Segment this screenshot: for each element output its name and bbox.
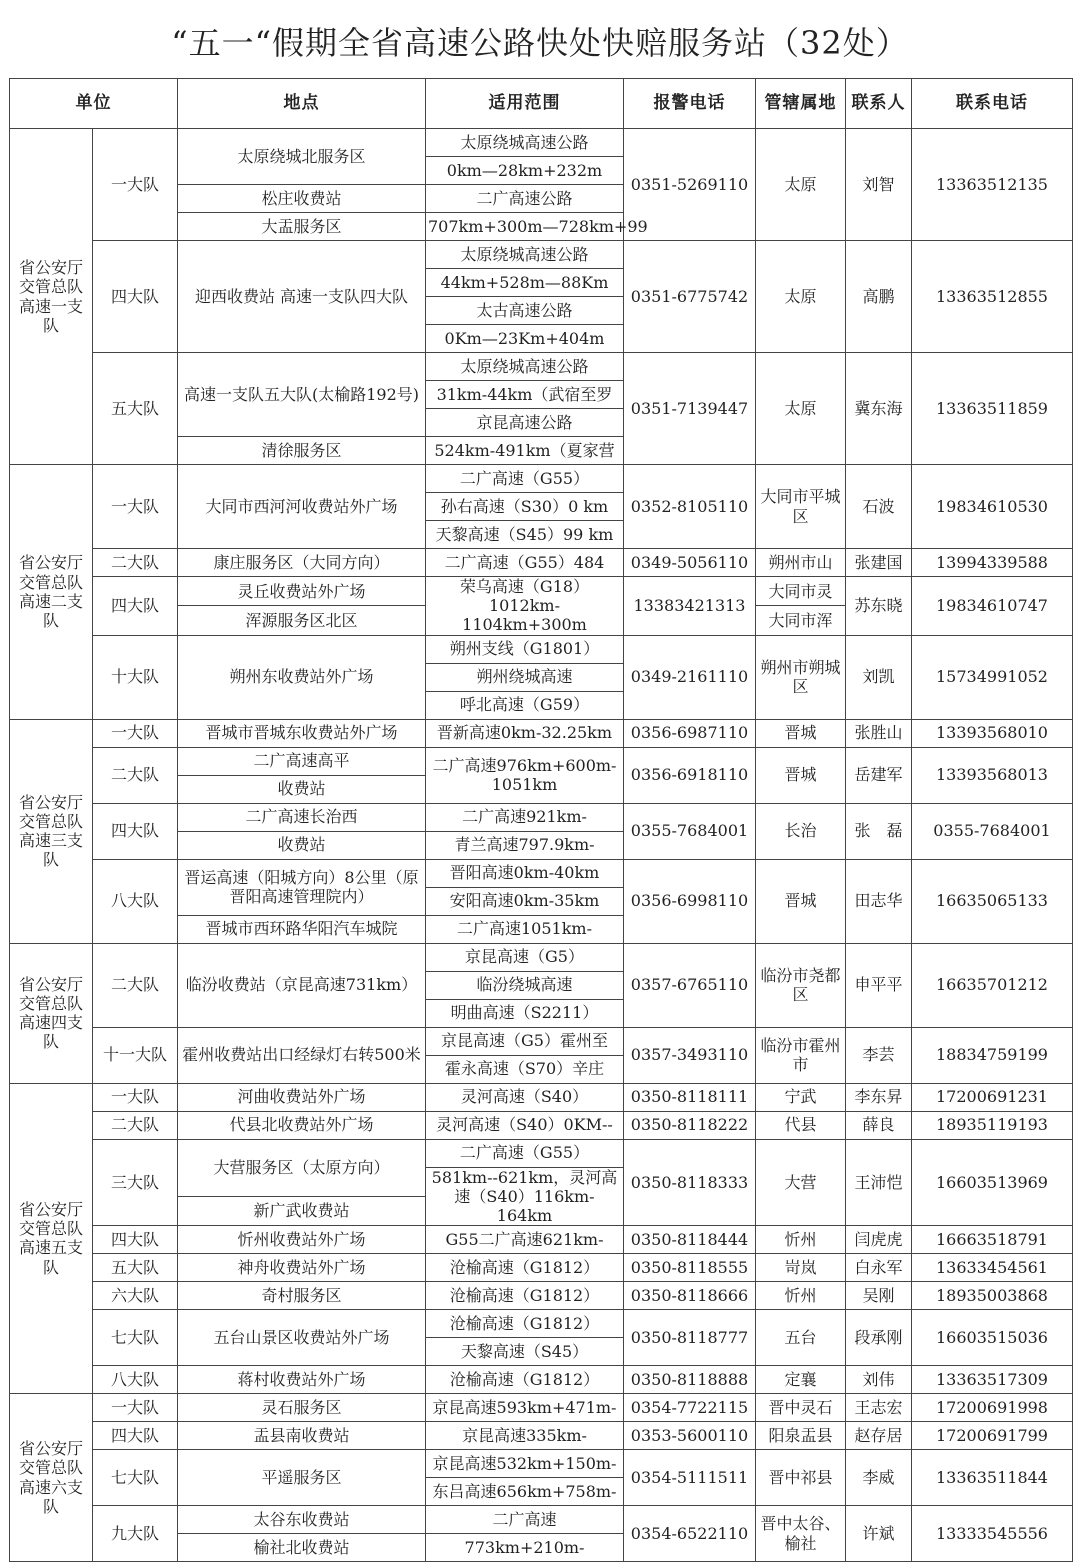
contact-phone-cell: 13363517309 [912,1366,1073,1394]
area-cell: 朔州市朔城区 [756,635,846,719]
contact-cell: 许斌 [846,1506,912,1562]
location-cell: 浑源服务区北区 [178,606,426,635]
area-cell: 阳泉盂县 [756,1422,846,1450]
range-cell: 二广高速（G55） [426,1139,624,1167]
contact-cell: 冀东海 [846,353,912,465]
alarm-phone-cell: 0350-8118888 [624,1366,756,1394]
contact-cell: 闫虎虎 [846,1226,912,1254]
header-alarm-phone: 报警电话 [624,79,756,129]
contact-phone-cell: 13363511859 [912,353,1073,465]
range-cell: 孙右高速（S30）0 km [426,493,624,521]
contact-cell: 吴刚 [846,1282,912,1310]
contact-cell: 薛良 [846,1111,912,1139]
dadui-cell: 二大队 [93,943,178,1027]
dadui-cell: 五大队 [93,353,178,465]
unit-cell: 省公安厅交管总队高速五支队 [10,1083,93,1394]
location-cell: 晋城市晋城东收费站外广场 [178,719,426,747]
service-station-table [9,78,1073,1562]
contact-phone-cell: 13363512135 [912,129,1073,241]
location-cell: 迎西收费站 高速一支队四大队 [178,241,426,353]
location-cell: 太原绕城北服务区 [178,129,426,185]
contact-cell: 石波 [846,465,912,549]
area-cell: 临汾市霍州市 [756,1027,846,1083]
range-cell: 581km--621km，灵河高速（S40）116km-164km [426,1167,624,1226]
alarm-phone-cell: 0349-5056110 [624,549,756,577]
location-cell: 神舟收费站外广场 [178,1254,426,1282]
area-cell: 太原 [756,129,846,241]
range-cell: 二广高速921km- [426,803,624,831]
range-cell: 0km—28km+232m [426,157,624,185]
area-cell: 大同市平城区 [756,465,846,549]
dadui-cell: 二大队 [93,549,178,577]
range-cell: 二广高速1051km- [426,915,624,943]
location-cell: 灵丘收费站外广场 [178,577,426,606]
alarm-phone-cell: 0354-5111511 [624,1450,756,1506]
contact-phone-cell: 13333545556 [912,1506,1073,1562]
contact-cell: 申平平 [846,943,912,1027]
contact-cell: 赵存居 [846,1422,912,1450]
location-cell: 大营服务区（太原方向） [178,1139,426,1196]
location-cell: 奇村服务区 [178,1282,426,1310]
range-cell: 东吕高速656km+758m- [426,1478,624,1506]
area-cell: 晋城 [756,747,846,803]
contact-phone-cell: 13994339588 [912,549,1073,577]
area-cell: 岢岚 [756,1254,846,1282]
dadui-cell: 一大队 [93,1083,178,1111]
table-row [10,635,1073,663]
contact-cell: 王沛恺 [846,1139,912,1226]
range-cell: 太原绕城高速公路 [426,129,624,157]
location-cell: 灵石服务区 [178,1394,426,1422]
range-cell: 沧榆高速（G1812） [426,1310,624,1338]
range-cell: 灵河高速（S40）0KM-- [426,1111,624,1139]
range-cell: 二广高速公路 [426,185,624,213]
alarm-phone-cell: 0357-3493110 [624,1027,756,1083]
table-row [10,129,1073,157]
header-area: 管辖属地 [756,79,846,129]
dadui-cell: 十一大队 [93,1027,178,1083]
contact-phone-cell: 15734991052 [912,635,1073,719]
dadui-cell: 六大队 [93,1282,178,1310]
table-row [10,1139,1073,1167]
table-row [10,1027,1073,1055]
alarm-phone-cell: 0351-6775742 [624,241,756,353]
range-cell: 京昆高速（G5）霍州至 [426,1027,624,1055]
location-cell: 榆社北收费站 [178,1534,426,1562]
range-cell: 灵河高速（S40） [426,1083,624,1111]
range-cell: 朔州支线（G1801） [426,635,624,663]
dadui-cell: 一大队 [93,465,178,549]
contact-phone-cell: 16603515036 [912,1310,1073,1366]
header-contact: 联系人 [846,79,912,129]
range-cell: 晋新高速0km-32.25km [426,719,624,747]
contact-cell: 段承刚 [846,1310,912,1366]
dadui-cell: 九大队 [93,1506,178,1562]
header-row [10,79,1073,129]
contact-cell: 岳建军 [846,747,912,803]
area-cell: 大营 [756,1139,846,1226]
table-row [10,1083,1073,1111]
location-cell: 忻州收费站外广场 [178,1226,426,1254]
location-cell: 太谷东收费站 [178,1506,426,1534]
location-cell: 五台山景区收费站外广场 [178,1310,426,1366]
range-cell: 呼北高速（G59） [426,691,624,719]
location-cell: 朔州东收费站外广场 [178,635,426,719]
dadui-cell: 四大队 [93,1226,178,1254]
range-cell: 京昆高速公路 [426,409,624,437]
alarm-phone-cell: 0354-7722115 [624,1394,756,1422]
dadui-cell: 四大队 [93,803,178,859]
range-cell: 707km+300m—728km+99 [426,213,624,241]
range-cell: 0Km—23Km+404m [426,325,624,353]
location-cell: 晋运高速（阳城方向）8公里（原晋阳高速管理院内） [178,859,426,915]
area-cell: 太原 [756,353,846,465]
contact-cell: 王志宏 [846,1394,912,1422]
table-row [10,859,1073,887]
contact-phone-cell: 13393568013 [912,747,1073,803]
table-row [10,549,1073,577]
contact-cell: 李东昇 [846,1083,912,1111]
location-cell: 代县北收费站外广场 [178,1111,426,1139]
range-cell: 明曲高速（S2211） [426,999,624,1027]
area-cell: 晋中祁县 [756,1450,846,1506]
area-cell: 朔州市山 [756,549,846,577]
area-cell: 宁武 [756,1083,846,1111]
page-title: “五一“假期全省高速公路快处快赔服务站（32处） [171,24,909,62]
dadui-cell: 八大队 [93,1366,178,1394]
dadui-cell: 八大队 [93,859,178,943]
range-cell: 京昆高速593km+471m- [426,1394,624,1422]
dadui-cell: 七大队 [93,1450,178,1506]
alarm-phone-cell: 0354-6522110 [624,1506,756,1562]
dadui-cell: 二大队 [93,747,178,803]
area-cell: 大同市浑 [756,606,846,635]
dadui-cell: 一大队 [93,129,178,241]
table-row [10,1310,1073,1338]
range-cell: 44km+528m—88Km [426,269,624,297]
area-cell: 忻州 [756,1282,846,1310]
range-cell: 沧榆高速（G1812） [426,1282,624,1310]
contact-phone-cell: 16663518791 [912,1226,1073,1254]
contact-cell: 李威 [846,1450,912,1506]
range-cell: 31km-44km（武宿至罗 [426,381,624,409]
area-cell: 太原 [756,241,846,353]
dadui-cell: 一大队 [93,1394,178,1422]
alarm-phone-cell: 0355-7684001 [624,803,756,859]
range-cell: 安阳高速0km-35km [426,887,624,915]
table-row [10,1422,1073,1450]
table-row [10,1111,1073,1139]
contact-phone-cell: 13363512855 [912,241,1073,353]
range-cell: 朔州绕城高速 [426,663,624,691]
dadui-cell: 四大队 [93,1422,178,1450]
location-cell: 清徐服务区 [178,437,426,465]
table-row [10,465,1073,493]
alarm-phone-cell: 0353-5600110 [624,1422,756,1450]
table-row [10,1506,1073,1534]
unit-cell: 省公安厅交管总队高速六支队 [10,1394,93,1562]
range-cell: 天黎高速（S45）99 km [426,521,624,549]
alarm-phone-cell: 0350-8118666 [624,1282,756,1310]
range-cell: 太原绕城高速公路 [426,353,624,381]
range-cell: 霍永高速（S70）辛庄 [426,1055,624,1083]
range-cell: 二广高速（G55）484 [426,549,624,577]
table-row [10,1450,1073,1478]
contact-cell: 刘智 [846,129,912,241]
area-cell: 大同市灵 [756,577,846,606]
location-cell: 新广武收费站 [178,1196,426,1225]
range-cell: 京昆高速532km+150m- [426,1450,624,1478]
range-cell: 773km+210m- [426,1534,624,1562]
alarm-phone-cell: 0356-6987110 [624,719,756,747]
contact-phone-cell: 13393568010 [912,719,1073,747]
location-cell: 大同市西河河收费站外广场 [178,465,426,549]
dadui-cell: 四大队 [93,577,178,636]
dadui-cell: 十大队 [93,635,178,719]
contact-phone-cell: 19834610530 [912,465,1073,549]
alarm-phone-cell: 0350-8118111 [624,1083,756,1111]
location-cell: 平遥服务区 [178,1450,426,1506]
range-cell: 天黎高速（S45） [426,1338,624,1366]
contact-cell: 张胜山 [846,719,912,747]
range-cell: 太原绕城高速公路 [426,241,624,269]
contact-cell: 张 磊 [846,803,912,859]
unit-cell: 省公安厅交管总队高速四支队 [10,943,93,1083]
unit-cell: 省公安厅交管总队高速一支队 [10,129,93,465]
location-cell: 高速一支队五大队(太榆路192号) [178,353,426,437]
location-cell: 临汾收费站（京昆高速731km） [178,943,426,1027]
table-row [10,577,1073,606]
header-location: 地点 [178,79,426,129]
contact-phone-cell: 17200691998 [912,1394,1073,1422]
range-cell: 太古高速公路 [426,297,624,325]
table-row [10,943,1073,971]
alarm-phone-cell: 0356-6998110 [624,859,756,943]
area-cell: 五台 [756,1310,846,1366]
alarm-phone-cell: 0350-8118444 [624,1226,756,1254]
contact-phone-cell: 13633454561 [912,1254,1073,1282]
table-row [10,1366,1073,1394]
contact-phone-cell: 16635065133 [912,859,1073,943]
contact-phone-cell: 16635701212 [912,943,1073,1027]
table-row [10,803,1073,831]
alarm-phone-cell: 0350-8118333 [624,1139,756,1226]
area-cell: 代县 [756,1111,846,1139]
unit-cell: 省公安厅交管总队高速二支队 [10,465,93,720]
contact-cell: 高鹏 [846,241,912,353]
location-cell: 收费站 [178,831,426,859]
contact-phone-cell: 13363511844 [912,1450,1073,1506]
alarm-phone-cell: 0352-8105110 [624,465,756,549]
location-cell: 蒋村收费站外广场 [178,1366,426,1394]
area-cell: 晋中灵石 [756,1394,846,1422]
dadui-cell: 三大队 [93,1139,178,1226]
alarm-phone-cell: 0350-8118555 [624,1254,756,1282]
contact-cell: 李芸 [846,1027,912,1083]
area-cell: 晋城 [756,859,846,943]
contact-cell: 田志华 [846,859,912,943]
dadui-cell: 二大队 [93,1111,178,1139]
range-cell: 二广高速 [426,1506,624,1534]
area-cell: 长治 [756,803,846,859]
contact-phone-cell: 18834759199 [912,1027,1073,1083]
header-range: 适用范围 [426,79,624,129]
table-row [10,719,1073,747]
range-cell: 沧榆高速（G1812） [426,1254,624,1282]
contact-phone-cell: 16603513969 [912,1139,1073,1226]
range-cell: 二广高速（G55） [426,465,624,493]
range-cell: 京昆高速335km- [426,1422,624,1450]
alarm-phone-cell: 0357-6765110 [624,943,756,1027]
alarm-phone-cell: 0350-8118777 [624,1310,756,1366]
contact-cell: 苏东晓 [846,577,912,636]
dadui-cell: 七大队 [93,1310,178,1366]
alarm-phone-cell: 0351-7139447 [624,353,756,465]
dadui-cell: 一大队 [93,719,178,747]
location-cell: 霍州收费站出口经绿灯右转500米 [178,1027,426,1083]
area-cell: 晋城 [756,719,846,747]
contact-phone-cell: 18935003868 [912,1282,1073,1310]
location-cell: 收费站 [178,775,426,803]
contact-phone-cell: 17200691799 [912,1422,1073,1450]
range-cell: 青兰高速797.9km- [426,831,624,859]
range-cell: 京昆高速（G5） [426,943,624,971]
range-cell: G55二广高速621km- [426,1226,624,1254]
header-contact-phone: 联系电话 [912,79,1073,129]
area-cell: 忻州 [756,1226,846,1254]
alarm-phone-cell: 0349-2161110 [624,635,756,719]
table-row [10,1254,1073,1282]
contact-cell: 张建国 [846,549,912,577]
alarm-phone-cell: 0350-8118222 [624,1111,756,1139]
location-cell: 康庄服务区（大同方向） [178,549,426,577]
location-cell: 二广高速高平 [178,747,426,775]
area-cell: 临汾市尧都区 [756,943,846,1027]
area-cell: 定襄 [756,1366,846,1394]
range-cell: 临汾绕城高速 [426,971,624,999]
table-row [10,747,1073,775]
contact-cell: 刘伟 [846,1366,912,1394]
header-unit: 单位 [10,79,178,129]
area-cell: 晋中太谷、榆社 [756,1506,846,1562]
table-row [10,1226,1073,1254]
unit-cell: 省公安厅交管总队高速三支队 [10,719,93,943]
contact-phone-cell: 18935119193 [912,1111,1073,1139]
range-cell: 二广高速976km+600m-1051km [426,747,624,803]
range-cell: 晋阳高速0km-40km [426,859,624,887]
table-row [10,1282,1073,1310]
table-row [10,241,1073,269]
location-cell: 松庄收费站 [178,185,426,213]
range-cell: 荣乌高速（G18）1012km-1104km+300m [426,577,624,636]
location-cell: 盂县南收费站 [178,1422,426,1450]
location-cell: 晋城市西环路华阳汽车城院 [178,915,426,943]
alarm-phone-cell: 0356-6918110 [624,747,756,803]
table-row [10,353,1073,381]
contact-phone-cell: 17200691231 [912,1083,1073,1111]
contact-cell: 刘凯 [846,635,912,719]
contact-phone-cell: 0355-7684001 [912,803,1073,859]
location-cell: 大盂服务区 [178,213,426,241]
dadui-cell: 四大队 [93,241,178,353]
range-cell: 沧榆高速（G1812） [426,1366,624,1394]
location-cell: 河曲收费站外广场 [178,1083,426,1111]
contact-phone-cell: 19834610747 [912,577,1073,636]
range-cell: 524km-491km（夏家营 [426,437,624,465]
contact-cell: 白永军 [846,1254,912,1282]
dadui-cell: 五大队 [93,1254,178,1282]
alarm-phone-cell: 0351-5269110 [624,129,756,241]
alarm-phone-cell: 13383421313 [624,577,756,636]
table-row [10,1394,1073,1422]
location-cell: 二广高速长治西 [178,803,426,831]
